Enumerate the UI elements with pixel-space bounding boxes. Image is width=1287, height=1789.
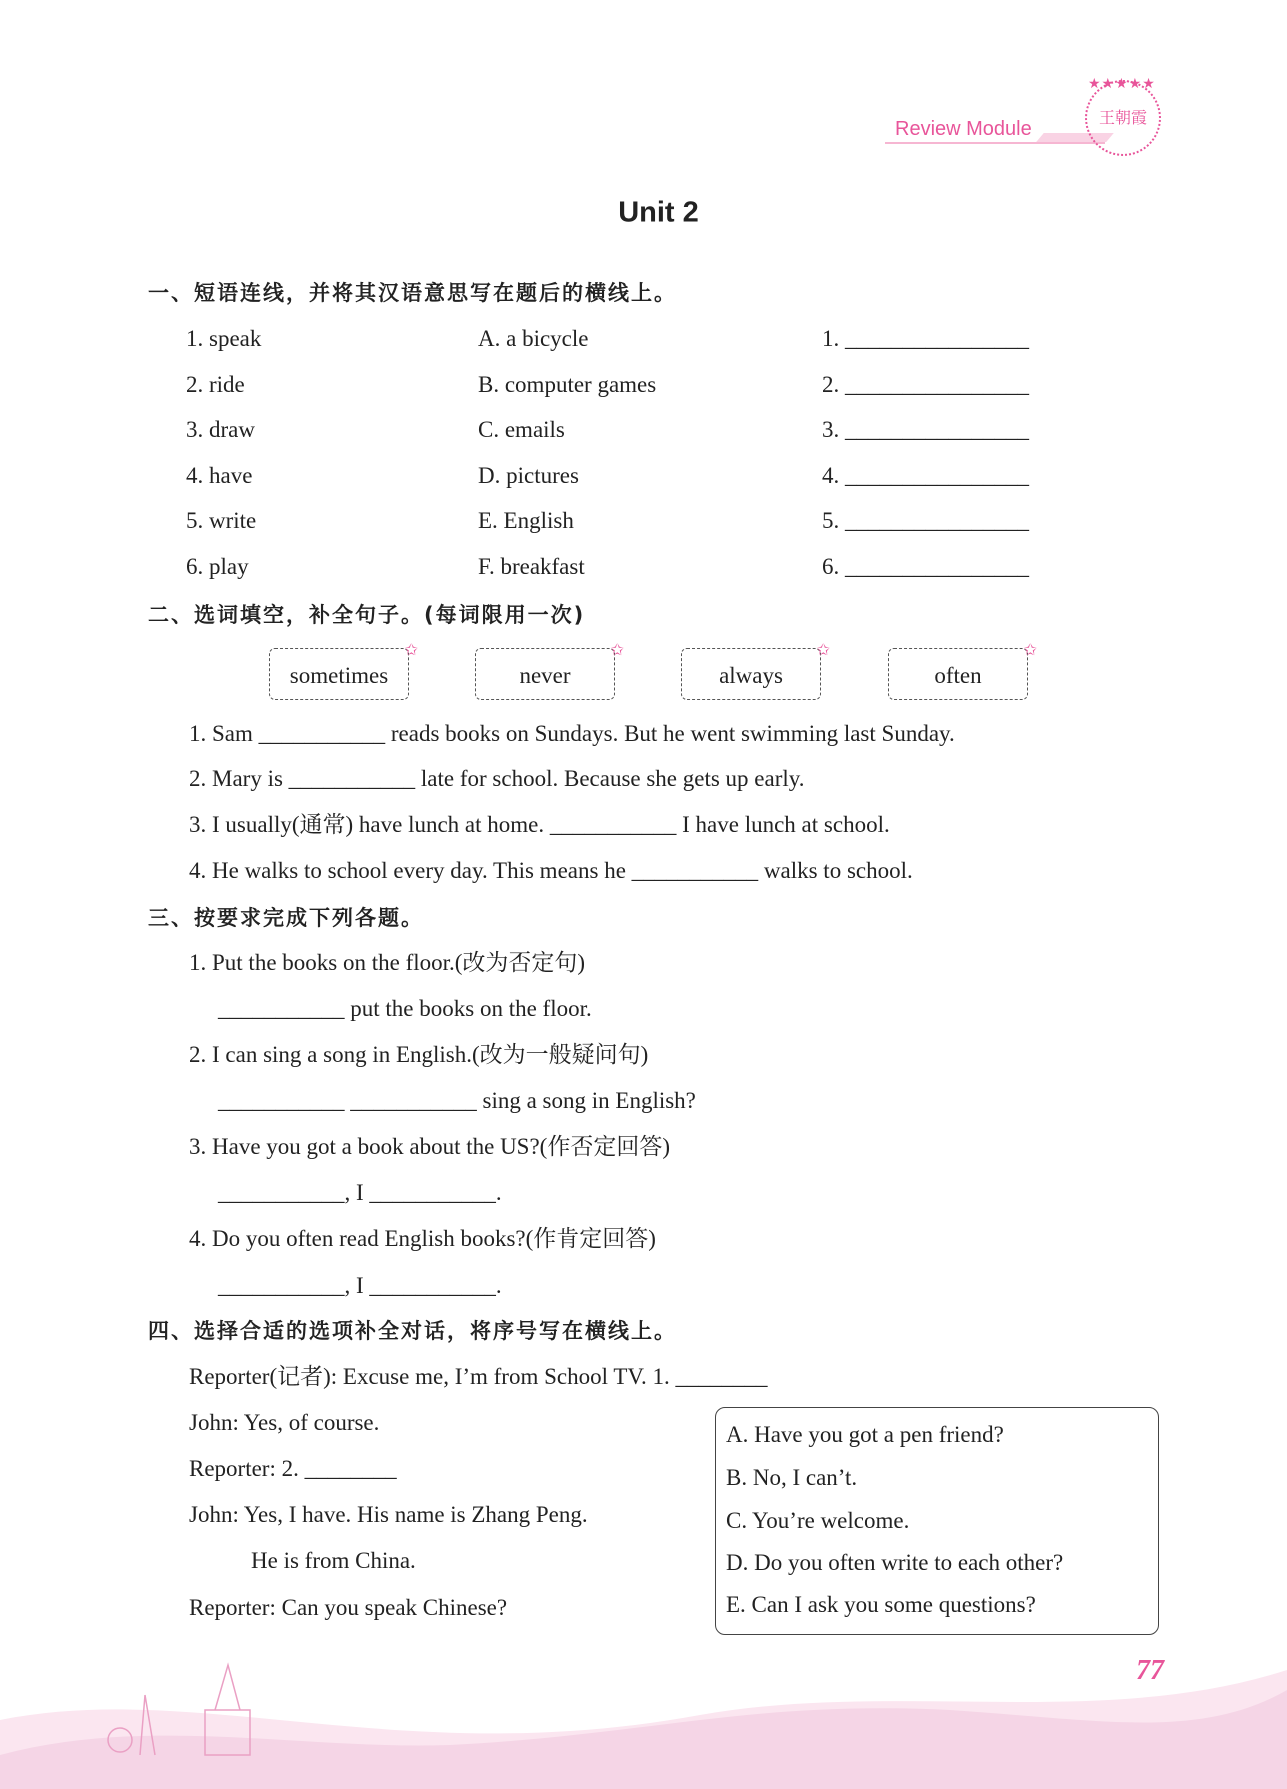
- phrase-verb: 6. play: [186, 554, 249, 579]
- seal-logo: 王朝霞: [1085, 80, 1161, 156]
- sentence: 4. He walks to school every day. This means he ___________ walks to school.: [189, 858, 913, 883]
- sentence: 3. I usually(通常) have lunch at home. ___________ I have lunch at school.: [189, 812, 890, 837]
- word: always: [719, 663, 783, 688]
- answer-blank: 5. ________________: [822, 508, 1029, 533]
- answer-line: ___________ put the books on the floor.: [218, 996, 592, 1021]
- sentence: 1. Sam ___________ reads books on Sundays. But he went swimming last Sunday.: [189, 721, 955, 746]
- answer-line: ___________ ___________ sing a song in English?: [218, 1088, 696, 1113]
- star-icon: ✩: [610, 642, 624, 659]
- phrase-object: D. pictures: [478, 463, 579, 488]
- phrase-verb: 1. speak: [186, 326, 262, 351]
- answer-blank: 2. ________________: [822, 372, 1029, 397]
- option: B. No, I can’t.: [726, 1465, 858, 1490]
- phrase-object: F. breakfast: [478, 554, 585, 579]
- answer-line: ___________, I ___________.: [218, 1180, 502, 1205]
- question: 4. Do you often read English books?(作肯定回答): [189, 1226, 656, 1251]
- word-box-sometimes: [269, 642, 418, 700]
- question: 2. I can sing a song in English.(改为一般疑问句): [189, 1042, 649, 1067]
- phrase-object: C. emails: [478, 417, 565, 442]
- option: A. Have you got a pen friend?: [726, 1422, 1004, 1447]
- dialogue-line: Reporter: 2. ________: [189, 1456, 397, 1481]
- word-box-always: [681, 642, 830, 700]
- answer-blank: 1. ________________: [822, 326, 1029, 351]
- header-rule: [885, 142, 1105, 144]
- option: D. Do you often write to each other?: [726, 1550, 1064, 1575]
- star-icon: ✩: [1023, 642, 1037, 659]
- question: 1. Put the books on the floor.(改为否定句): [189, 950, 586, 975]
- footer-wave-decoration: [0, 1660, 1287, 1789]
- question: 3. Have you got a book about the US?(作否定回答): [189, 1134, 671, 1159]
- dialogue-line: John: Yes, I have. His name is Zhang Peng.: [189, 1502, 588, 1527]
- dialogue-line: Reporter: Can you speak Chinese?: [189, 1595, 508, 1620]
- phrase-object: A. a bicycle: [478, 326, 589, 351]
- stars-icon: ★★★★★: [1088, 77, 1156, 92]
- star-icon: ✩: [816, 642, 830, 659]
- word-box-never: [475, 642, 624, 700]
- phrase-verb: 2. ride: [186, 372, 245, 397]
- answer-blank: 6. ________________: [822, 554, 1029, 579]
- answer-blank: 4. ________________: [822, 463, 1029, 488]
- dialogue-line: John: Yes, of course.: [189, 1410, 380, 1435]
- answer-blank: 3. ________________: [822, 417, 1029, 442]
- word: often: [934, 663, 982, 688]
- dialogue-line: Reporter(记者): Excuse me, I’m from School TV. 1. ________: [189, 1364, 768, 1389]
- phrase-object: E. English: [478, 508, 574, 533]
- page-title: Unit 2: [618, 196, 699, 229]
- section-3-heading: 三、按要求完成下列各题。: [148, 906, 424, 930]
- section-4-heading: 四、选择合适的选项补全对话，将序号写在横线上。: [148, 1319, 677, 1343]
- option: E. Can I ask you some questions?: [726, 1592, 1036, 1617]
- answer-line: ___________, I ___________.: [218, 1273, 502, 1298]
- dialogue-line: He is from China.: [251, 1548, 416, 1573]
- phrase-verb: 3. draw: [186, 417, 255, 442]
- page-number: 77: [1136, 1655, 1164, 1686]
- section-1-heading: 一、短语连线，并将其汉语意思写在题后的横线上。: [148, 281, 677, 305]
- word: sometimes: [289, 663, 389, 688]
- section-2-heading: 二、选词填空，补全句子。(每词限用一次): [148, 603, 586, 627]
- phrase-verb: 5. write: [186, 508, 257, 533]
- module-label: Review Module: [895, 118, 1032, 140]
- option: C. You’re welcome.: [726, 1508, 910, 1533]
- sentence: 2. Mary is ___________ late for school. Because she gets up early.: [189, 766, 805, 791]
- phrase-object: B. computer games: [478, 372, 657, 397]
- word: never: [519, 663, 571, 688]
- star-icon: ✩: [404, 642, 418, 659]
- word-box-often: [888, 642, 1037, 700]
- phrase-verb: 4. have: [186, 463, 253, 488]
